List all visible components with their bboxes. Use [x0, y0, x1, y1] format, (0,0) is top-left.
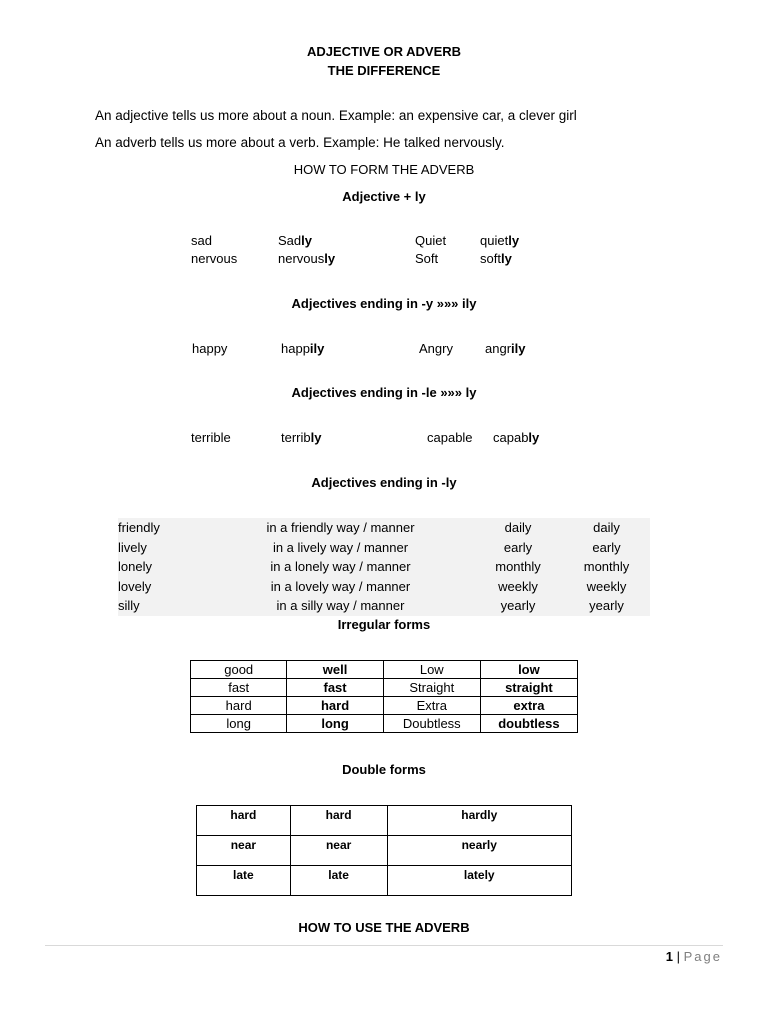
adjective-cell: Extra: [383, 697, 480, 715]
adverb-cell: hard: [287, 697, 383, 715]
adjective-cell: near: [197, 836, 291, 866]
irregular-forms-heading: Irregular forms: [337, 617, 431, 632]
adjective-cell: fast: [191, 679, 287, 697]
phrase-cell: in a silly way / manner: [276, 598, 405, 613]
adverb-cell: weekly: [586, 578, 627, 594]
adjective-cell: friendly: [118, 520, 160, 535]
adjective-cell: lovely: [118, 578, 152, 594]
table-row: [118, 557, 650, 577]
example-adverb: terribly: [281, 430, 322, 445]
adjective-cell: weekly: [498, 578, 538, 594]
table-row: [191, 661, 578, 679]
adjective-cell: early: [503, 539, 533, 555]
table-row: [197, 866, 572, 896]
page-footer: [666, 949, 722, 964]
form-heading: HOW TO FORM THE ADVERB: [293, 162, 475, 177]
adverb-cell: near: [290, 836, 387, 866]
adjective-cell: Low: [383, 661, 480, 679]
table-row: [118, 518, 650, 538]
adjective-cell: lively: [118, 539, 147, 555]
example-adverb: softly: [480, 251, 512, 266]
adverb-cell: late: [290, 866, 387, 896]
intro-line-adverb: An adverb tells us more about a verb. Example: He talked nervously.: [95, 135, 505, 150]
adverb-cell: hard: [290, 806, 387, 836]
ly-adjectives-table: [118, 518, 650, 616]
table-row: [191, 679, 578, 697]
adverb-cell: extra: [480, 697, 577, 715]
adjective-cell: lonely: [118, 559, 152, 574]
adjective-cell: yearly: [500, 598, 536, 613]
adverb-cell: doubtless: [480, 715, 577, 733]
adverb-ly-cell: nearly: [387, 836, 572, 866]
adverb-cell: well: [287, 661, 383, 679]
adjective-cell: good: [191, 661, 287, 679]
adverb-ly-cell: hardly: [387, 806, 572, 836]
example-adverb: happily: [281, 341, 325, 356]
phrase-cell: in a friendly way / manner: [266, 520, 415, 535]
adverb-cell: yearly: [589, 598, 624, 613]
section-adjective-ly-heading: Adjective + ly: [342, 189, 426, 204]
double-forms-table: [196, 805, 572, 896]
example-adjective: Angry: [419, 341, 453, 356]
footer-divider: [45, 945, 723, 946]
example-adjective: Quiet: [415, 233, 447, 248]
use-heading: HOW TO USE THE ADVERB: [298, 920, 470, 935]
double-forms-heading: Double forms: [342, 762, 426, 777]
adverb-cell: low: [480, 661, 577, 679]
adjective-cell: late: [197, 866, 291, 896]
example-adverb: quietly: [480, 233, 520, 248]
example-adverb: capably: [493, 430, 540, 445]
example-adjective: capable: [427, 430, 473, 445]
document-subtitle: THE DIFFERENCE: [327, 63, 441, 78]
table-row: [191, 697, 578, 715]
adjective-cell: Straight: [383, 679, 480, 697]
adjective-cell: silly: [118, 598, 140, 613]
table-row: [197, 836, 572, 866]
document-title: ADJECTIVE OR ADVERB: [306, 44, 462, 59]
table-row: [191, 715, 578, 733]
example-adjective: Soft: [415, 251, 439, 266]
table-row: [197, 806, 572, 836]
phrase-cell: in a lonely way / manner: [270, 559, 411, 574]
table-row: [118, 596, 650, 616]
section-y-ily-heading: Adjectives ending in -y »»» ily: [291, 296, 477, 311]
adverb-cell: monthly: [583, 559, 630, 574]
page-label: Page: [683, 949, 722, 964]
phrase-cell: in a lively way / manner: [272, 539, 409, 555]
example-adverb: Sadly: [278, 233, 312, 248]
adverb-cell: daily: [593, 520, 620, 535]
example-adjective: terrible: [191, 430, 231, 445]
irregular-forms-table: [190, 660, 578, 733]
adverb-cell: straight: [480, 679, 577, 697]
adverb-cell: early: [592, 539, 621, 555]
intro-line-adjective: An adjective tells us more about a noun. Example: an expensive car, a clever girl: [95, 108, 577, 123]
example-adjective: sad: [191, 233, 212, 248]
example-adjective: nervous: [191, 251, 238, 266]
adjective-cell: hard: [191, 697, 287, 715]
example-adjective: happy: [192, 341, 228, 356]
section-ly-heading: Adjectives ending in -ly: [311, 475, 457, 490]
example-adverb: nervously: [278, 251, 336, 266]
adverb-cell: long: [287, 715, 383, 733]
table-row: [118, 538, 650, 558]
adjective-cell: hard: [197, 806, 291, 836]
section-le-ly-heading: Adjectives ending in -le »»» ly: [291, 385, 477, 400]
example-adverb: angrily: [485, 341, 526, 356]
adjective-cell: daily: [504, 520, 532, 535]
phrase-cell: in a lovely way / manner: [270, 578, 411, 594]
adjective-cell: long: [191, 715, 287, 733]
adjective-cell: monthly: [495, 559, 541, 574]
page-number: 1: [665, 949, 673, 964]
adverb-cell: fast: [287, 679, 383, 697]
adverb-ly-cell: lately: [387, 866, 572, 896]
table-row: [118, 577, 650, 597]
page-separator: |: [676, 949, 680, 964]
adjective-cell: Doubtless: [383, 715, 480, 733]
